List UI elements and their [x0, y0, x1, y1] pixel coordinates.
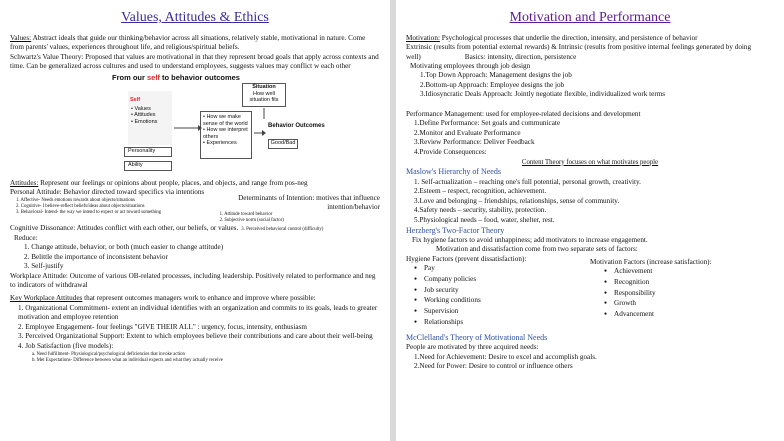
job-design-list — [406, 71, 774, 100]
attitude-components-row — [10, 193, 380, 225]
hygiene-list — [406, 264, 590, 329]
right-page-title: Motivation and Performance — [509, 10, 671, 25]
herzberg-line-2: Motivation and dissatisfaction come from two separate sets of factors: — [436, 245, 638, 254]
list-item: ● Relationships — [414, 318, 590, 329]
herzberg-line-1: Fix hygiene factors to avoid unhappiness; add motivators to increase engagement. — [412, 236, 648, 245]
list-item: 2.Monitor and Evaluate Performance — [414, 128, 521, 137]
dissonance-row — [10, 224, 380, 233]
good-bad-box: Good/Bad — [268, 139, 298, 149]
list-item: ● Working conditions — [414, 296, 590, 307]
perf-mgmt-list — [406, 119, 774, 157]
mcclelland-intro: People are motivated by three acquired needs: — [406, 343, 539, 352]
key-attitudes-list — [10, 304, 380, 352]
determinants-title: Determinants of Intention: motives that influence intention/behavior — [238, 193, 380, 212]
list-item: 1.Define Performance: Set goals and communicate — [414, 119, 561, 128]
list-item: 1.Need for Achievement: Desire to excel and accomplish goals. — [414, 352, 597, 361]
list-item: 1. Change attitude, behavior, or both (much easier to change attitude) — [24, 242, 224, 251]
personal-attitude: Personal Attitude: Behavior directed toward specifics via intentions — [10, 188, 205, 197]
motivation-factors-list — [590, 267, 774, 321]
perception-box: • How we make sense of the world • How we interpret others • Experiences — [200, 111, 252, 159]
list-item: ● Pay — [414, 264, 590, 275]
self-to-behavior-diagram — [10, 73, 380, 175]
list-item: 1. Organizational Commitment- extent an individual identifies with an organization and commits to its goals, leads to greater motivation and employee retention — [18, 303, 378, 322]
key-attitudes-paragraph: Key Workplace Attitudes that represent outcomes managers work to enhance and improve where possible: — [10, 294, 316, 303]
behavior-outcomes-label: Behavior Outcomes — [268, 123, 325, 130]
determinant-1: 1. Attitude toward behavior — [219, 212, 273, 218]
job-design-title: Motivating employees through job design — [410, 61, 531, 70]
list-item: 4. Job Satisfaction (five models): — [18, 342, 114, 351]
herzberg-factors — [406, 255, 774, 329]
values-paragraph: Values: Abstract ideals that guide our thinking/behavior across all situations, relatively stable, motivational in nature. Come from parents' values, experiences throughout life, and religious/spiritual beliefs. — [10, 34, 366, 52]
list-item: ● Achievement — [604, 267, 774, 278]
values-label: Values: — [10, 34, 32, 42]
list-item: 2. Belittle the importance of inconsistent behavior — [24, 252, 168, 261]
basics: Basics: intensity, direction, persistence — [464, 52, 577, 61]
list-item: ● Company policies — [414, 275, 590, 286]
determinant-3: 3. Perceived behavioral control (difficulty) — [241, 227, 324, 233]
list-item: 3.Love and belonging – friendships, relationships, sense of community. — [414, 196, 620, 205]
mcclelland-title: McClelland's Theory of Motivational Needs — [406, 332, 548, 342]
list-item: 4.Safety needs – security, stability, protection. — [414, 206, 547, 215]
list-item: 3. Perceived Organizational Support: Extent to which employees believe their contributions and care about their well-being — [18, 332, 373, 341]
left-page — [0, 0, 390, 441]
list-item: ● Supervision — [414, 307, 590, 318]
workplace-attitude: Workplace Attitude: Outcome of various OB-related processes, including leadership. Positively related to performance and neg to indicators of withdrawal — [10, 271, 376, 290]
list-item: 1.Top Down Approach: Management designs the job — [420, 71, 572, 80]
list-item: 2. Employee Engagement- four feelings "GIVE THEIR ALL" : urgency, focus, intensity, enthusiasm — [18, 322, 307, 331]
motivation-paragraph: Motivation: Psychological processes that underlie the direction, intensity, and persistence of behavior — [406, 34, 698, 42]
list-item: 5.Physiological needs – food, water, shelter, rest. — [414, 216, 555, 225]
component-3: 3. Behavioral- Intend- the way we intend to expect or act toward something — [16, 209, 162, 215]
self-box: Self • Values • Attitudes • Emotions — [128, 91, 172, 145]
job-sat-a: a. Need fulfillment- Physiological/psychological deficiencies that invoke action — [32, 351, 185, 357]
maslow-title: Maslow's Hierarchy of Needs — [406, 167, 501, 177]
list-item: 3. Self-justify — [24, 262, 64, 271]
maslow-list — [406, 178, 774, 226]
list-item: 3.Idiosyncratic Deals Approach: Jointly negotiate flexible, individualized work terms — [420, 90, 666, 99]
motivation-factors-title: Motivation Factors (increase satisfaction): — [590, 257, 712, 266]
reduce-list — [10, 243, 380, 272]
right-page — [396, 0, 784, 441]
determinant-2: 2. Subjective norm (social factor) — [219, 218, 284, 224]
job-sat-b: b. Met Expectations- Difference between what an individual expects and what they actually receive — [32, 357, 223, 363]
herzberg-title: Herzberg's Two-Factor Theory — [406, 225, 505, 235]
list-item: ● Advancement — [604, 310, 774, 321]
list-item: ● Growth — [604, 299, 774, 310]
attitudes-paragraph: Attitudes: Represent our feelings or opinions about people, places, and objects, and range from pos-neg — [10, 179, 308, 188]
list-item: ● Job security — [414, 286, 590, 297]
list-item: 2.Need for Power: Desire to control or influence others — [414, 362, 573, 371]
left-page-title: Values, Attitudes & Ethics — [121, 10, 269, 25]
list-item: 2.Bottom-up Approach: Employee designs the job — [420, 80, 565, 89]
ability-box: Ability — [124, 161, 172, 171]
component-1: 1. Affective- Needs emotions towards about objects/situations — [16, 197, 135, 203]
list-item: ● Recognition — [604, 278, 774, 289]
personality-box: Personality — [124, 147, 172, 157]
schwartz-paragraph: Schwartz's Value Theory: Proposed that values are motivational in that they represent broad goals that apply across contexts and time. Can be generalized across cultures and used to understand employees, suggests values may conflict w each other — [10, 52, 379, 70]
situation-box: Situation How well situation fits — [242, 83, 286, 107]
mcclelland-list — [406, 353, 774, 372]
list-item: 3.Review Performance: Deliver Feedback — [414, 138, 535, 147]
dissonance-text: Cognitive Dissonance: Attitudes conflict with each other, our beliefs, or values. — [10, 224, 239, 233]
hygiene-title: Hygiene Factors (prevent dissatisfaction): — [406, 254, 527, 263]
perf-mgmt-title: Performance Management: used for employee-related decisions and development — [406, 109, 641, 118]
component-2: 2. Cognitive- I believe-reflect beliefs/ideas about objects/situations — [16, 203, 145, 209]
list-item: ● Responsibility — [604, 289, 774, 300]
list-item: 2.Esteem – respect, recognition, achievement. — [414, 187, 547, 196]
reduce-label: Reduce: — [14, 233, 38, 242]
list-item: 4.Provide Consequences: — [414, 148, 487, 157]
list-item: 1. Self-actualization – reaching one's full potential, personal growth, creativity. — [414, 177, 641, 186]
diagram-title: From our self to behavior outcomes — [112, 73, 240, 83]
extrinsic-intrinsic: Extrinsic (results from potential external rewards) & Intrinsic (results from positive internal feelings generated by doing well) Basics: intensity, direction, persistence — [406, 43, 752, 61]
content-theory: Content Theory focuses on what motivates people — [521, 158, 659, 166]
